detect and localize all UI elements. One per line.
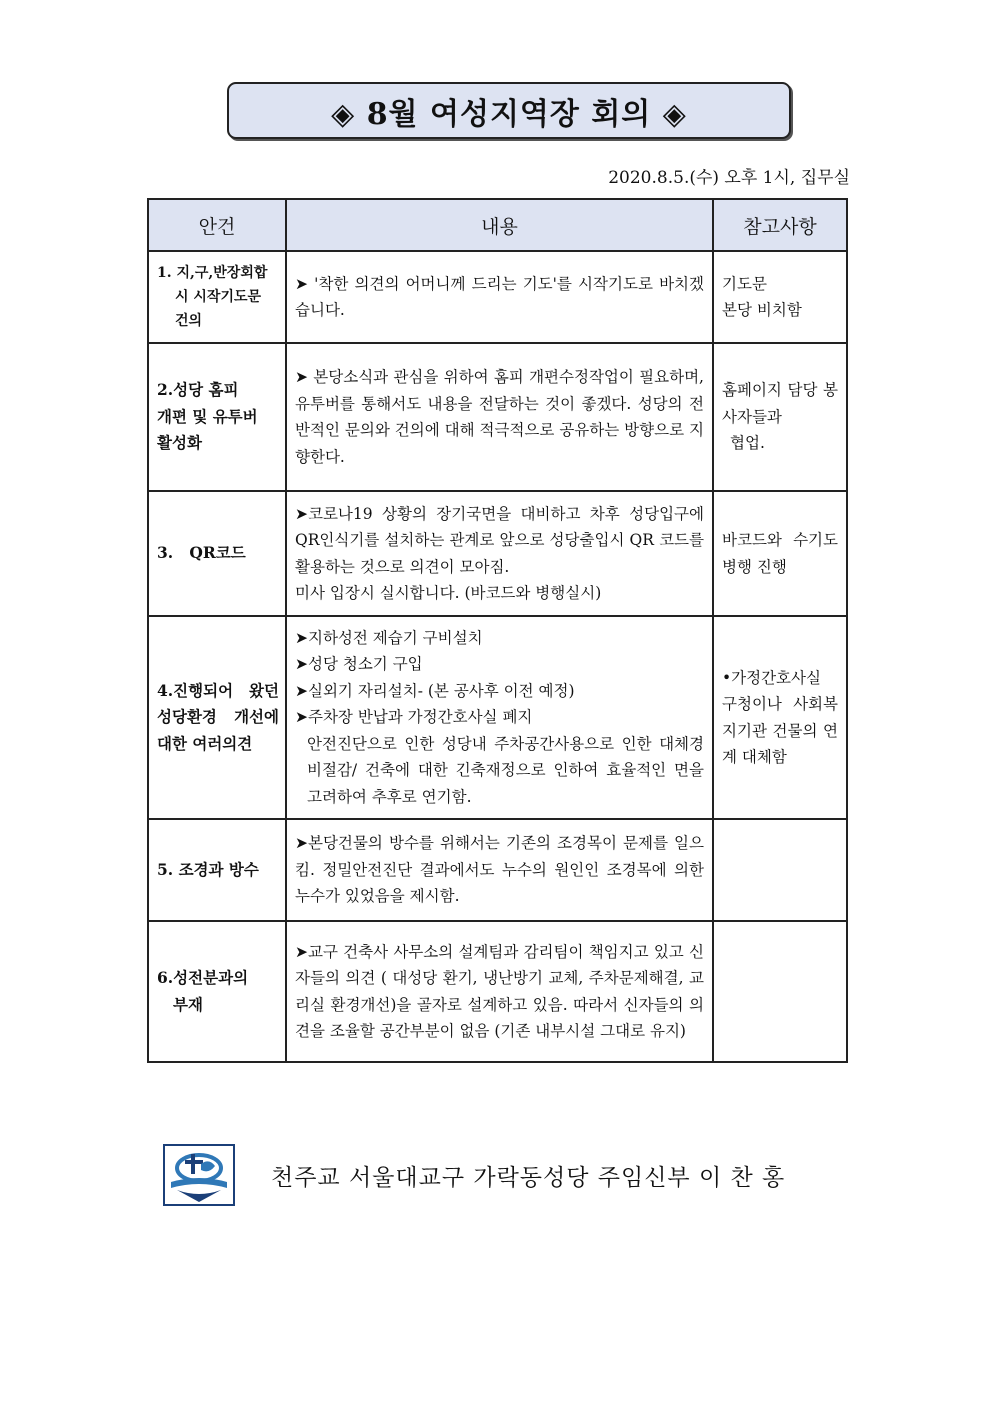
footer [163,1144,803,1206]
note-cell [713,921,847,1062]
content-cell [286,921,713,1062]
content-line: ➤교구 건축사 사무소의 설계팀과 감리팀이 책임지고 있고 신자들의 의견 ( 대성당 환기, 냉난방기 교체, 주차문제해결, 교리실 환경개선)을 골자로 설계하고 있음. 따라서 신자들의 의견을 조율할 공간부분이 없음 (기존 내부시설 그대로 유지) [295,942,704,1040]
topic-line: 1. 지,구,반장회합 [157,265,268,281]
note-cell [713,819,847,921]
topic-cell [148,343,286,491]
topic-line: 개편 및 유투버 [157,406,258,426]
topic-line: 3. QR코드 [157,543,246,563]
note-cell [713,616,847,819]
note-line: 홈페이지 담당 봉사자들과 [722,381,838,426]
note-line: •가정간호사실 구청이나 사회복지기관 건물의 연계 대체함 [722,668,838,766]
agenda-table [147,198,848,1063]
topic-cell [148,921,286,1062]
meeting-date: 2020.8.5.(수) 오후 1시, 집무실 [608,168,850,188]
document-title: ◈ 8월 여성지역장 회의 ◈ [227,82,791,139]
topic-line: 부재 [173,994,203,1014]
content-cell [286,819,713,921]
content-line: ➤코로나19 상황의 장기국면을 대비하고 차후 성당입구에 QR인식기를 설치하는 관계로 앞으로 성당출입시 QR 코드를 활용하는 것으로 의견이 모아짐. [295,504,704,576]
topic-cell [148,819,286,921]
note-cell [713,251,847,343]
content-line: ➤ '착한 의견의 어머니께 드리는 기도'를 시작기도로 바치겠습니다. [295,274,704,319]
topic-line: 6.성전분과의 [157,968,249,987]
topic-cell [148,616,286,819]
note-line: 바코드와 수기도 병행 진행 [722,531,838,576]
table-row [148,921,847,1062]
content-line: ➤주차장 반납과 가정간호사실 폐지 [295,708,533,727]
content-cell [286,251,713,343]
content-cell [286,343,713,491]
header-notes: 참고사항 [713,199,847,251]
topic-line: 2.성당 홈피 [157,380,239,400]
content-line: ➤본당건물의 방수를 위해서는 기존의 조경목이 문제를 일으킴. 정밀안전진단 결과에서도 누수의 원인인 조경목에 의한 누수가 있었음을 제시함. [295,834,704,906]
topic-line: 5. 조경과 방수 [157,859,259,879]
note-line: 기도문 [722,274,767,293]
content-line: 미사 입장시 실시합니다. (바코드와 병행실시) [295,584,602,602]
signature: 천주교 서울대교구 가락동성당 주임신부 이 찬 홍 [271,1164,786,1191]
topic-line: 건의 [175,313,203,329]
content-line: ➤실외기 자리설치- (본 공사후 이전 예정) [295,681,575,700]
table-row [148,343,847,491]
note-cell [713,343,847,491]
content-cell [286,616,713,819]
content-line: ➤성당 청소기 구입 [295,655,423,674]
table-row [148,819,847,921]
topic-line: 시 시작기도문 [175,289,262,305]
note-cell [713,491,847,616]
content-line: ➤ 본당소식과 관심을 위하여 홈피 개편수정작업이 필요하며, 유투버를 통해서도 내용을 전달하는 것이 좋겠다. 성당의 전반적인 문의와 건의에 대해 적극적으로 공유하는 방향으로 지향한다. [295,368,704,466]
content-cell [286,491,713,616]
parish-logo [163,1144,235,1206]
topic-line: 활성화 [157,433,202,453]
topic-cell [148,251,286,343]
topic-line: 4.진행되어 왔던 성당환경 개선에 대한 여러의견 [157,680,279,753]
table-row [148,616,847,819]
table-row [148,491,847,616]
table-header-row [148,199,847,251]
table-row [148,251,847,343]
note-line: 본당 비치함 [722,301,802,319]
header-agenda: 안건 [148,199,286,251]
content-line: 안전진단으로 인한 성당내 주차공간사용으로 인한 대체경비절감/ 건축에 대한 긴축재정으로 인하여 효율적인 면을 고려하여 추후로 연기함. [307,734,704,806]
header-content: 내용 [286,199,713,251]
content-line: ➤지하성전 제습기 구비설치 [295,628,483,647]
topic-cell [148,491,286,616]
note-line: 협업. [730,434,765,453]
